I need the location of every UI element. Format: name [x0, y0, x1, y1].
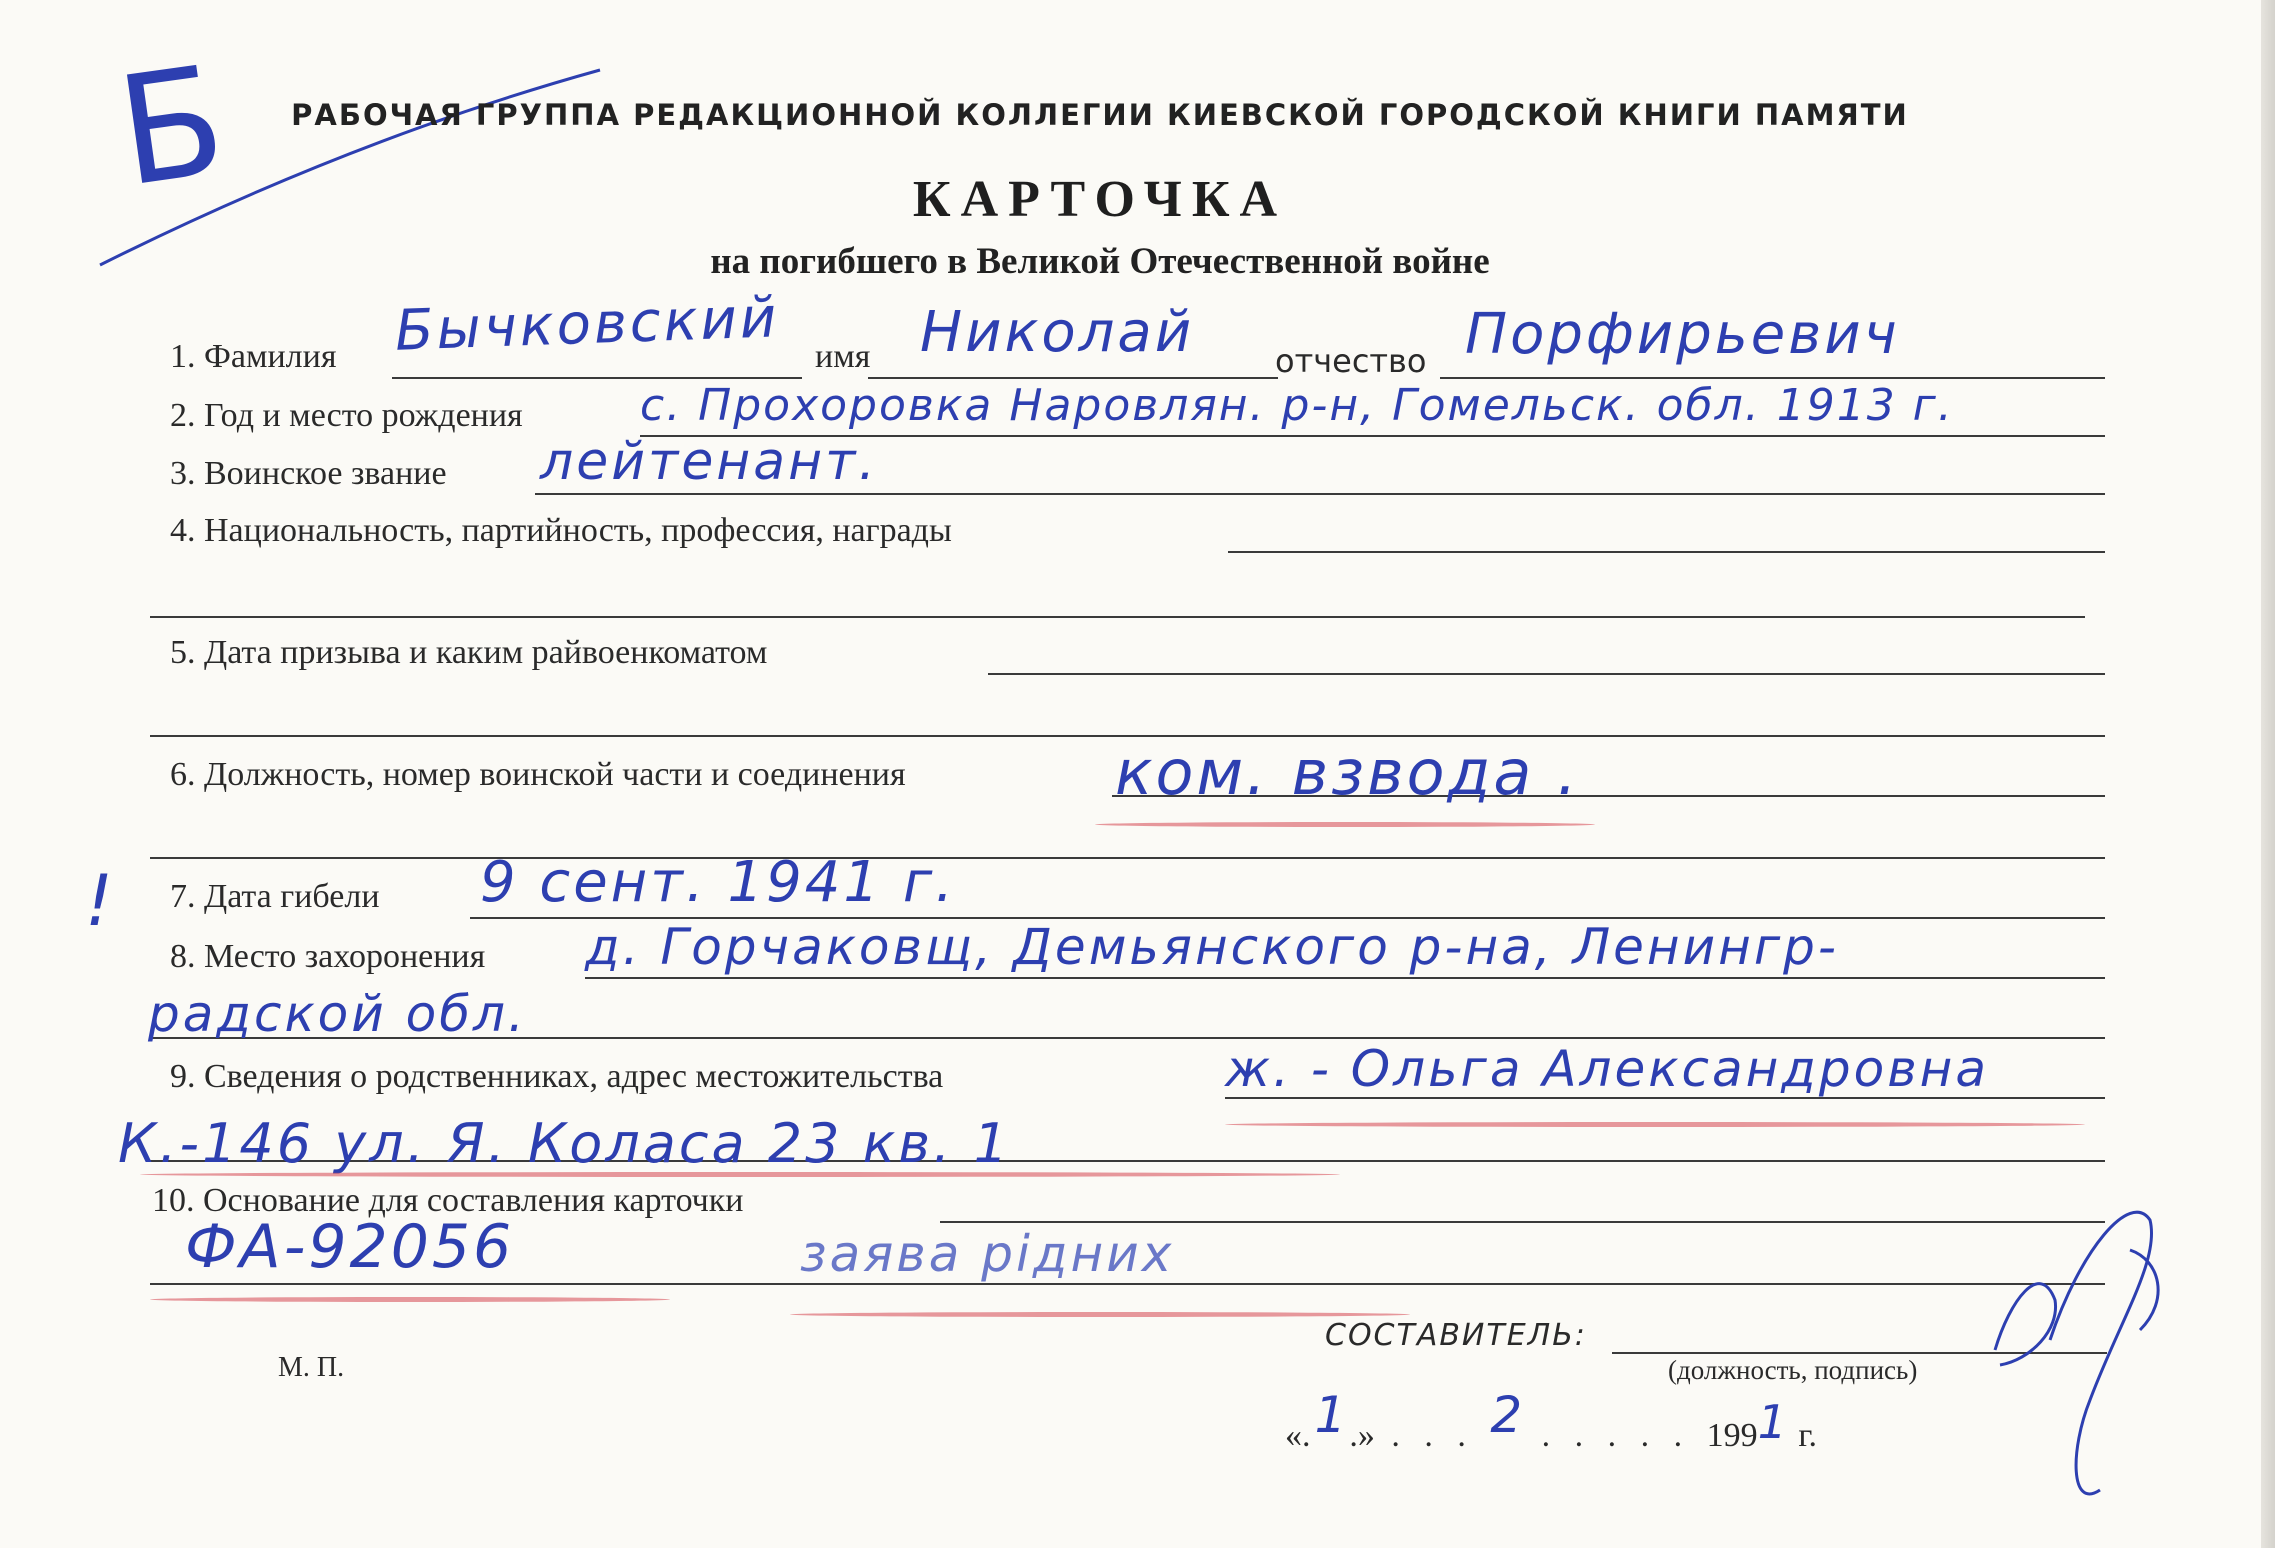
burial-value-2: радской обл.	[148, 985, 527, 1043]
card-title: КАРТОЧКА	[912, 171, 1288, 228]
relatives-underline	[1225, 1122, 2085, 1127]
birth-value: с. Прохоровка Наровлян. р-н, Гомельск. обл. 1913 г.	[640, 380, 1954, 431]
rank-value: лейтенант.	[540, 432, 878, 492]
burial-line	[585, 977, 2105, 979]
basis-underline	[150, 1297, 670, 1302]
surname-value: Бычковский	[393, 285, 781, 364]
burial-value-1: д. Горчаковщ, Демьянского р-на, Ленингр-	[585, 918, 1839, 976]
date-year-digit: 1	[1757, 1395, 1790, 1449]
date-open-quote: «	[1285, 1417, 1302, 1454]
relatives-label: 9. Сведения о родственниках, адрес местожительства	[170, 1058, 944, 1095]
compiler-label: СОСТАВИТЕЛЬ:	[1325, 1318, 1587, 1353]
position-label: 6. Должность, номер воинской части и соединения	[170, 756, 906, 793]
nationality-line	[1228, 551, 2105, 553]
birth-label: 2. Год и место рождения	[170, 397, 523, 434]
surname-line	[392, 377, 802, 379]
relatives-value-2: К.-146 ул. Я. Коласа 23 кв. 1	[118, 1112, 1011, 1175]
card-edge	[2261, 0, 2275, 1548]
margin-mark-excl: !	[85, 860, 117, 942]
date-close-quote: »	[1357, 1417, 1375, 1454]
patronymic-label: отчество	[1275, 342, 1427, 380]
conscription-line	[988, 673, 2105, 675]
relatives-value-1: ж. - Ольга Александровна	[1225, 1040, 1989, 1098]
date-suffix: г.	[1798, 1417, 1818, 1454]
position-line-2	[150, 857, 2105, 859]
nationality-line-2	[150, 616, 2085, 618]
compiler-line	[1612, 1352, 2107, 1354]
name-line	[868, 377, 1278, 379]
basis-note: заява рідних	[800, 1225, 1175, 1283]
patronymic-line	[1440, 377, 2105, 379]
date-year-prefix: 199	[1706, 1417, 1758, 1454]
position-value: ком. взвода .	[1115, 736, 1580, 809]
compiler-note: (должность, подпись)	[1668, 1355, 1918, 1385]
death-date-value: 9 сент. 1941 г.	[480, 850, 957, 915]
position-underline	[1095, 822, 1595, 827]
basis-value: ФА-92056	[185, 1212, 515, 1282]
date-day-value: 1	[1314, 1386, 1350, 1444]
name-value: Николай	[920, 300, 1195, 365]
organization-header: РАБОЧАЯ ГРУППА РЕДАКЦИОННОЙ КОЛЛЕГИИ КИЕВСКОЙ ГОРОДСКОЙ КНИГИ ПАМЯТИ	[291, 98, 1909, 132]
rank-line	[535, 493, 2105, 495]
name-label: имя	[815, 338, 871, 375]
rank-label: 3. Воинское звание	[170, 455, 447, 492]
basis-label: 10. Основание для составления карточки	[152, 1182, 744, 1219]
nationality-label: 4. Национальность, партийность, профессия, награды	[170, 512, 952, 549]
basis-line	[940, 1221, 2105, 1223]
conscription-label: 5. Дата призыва и каким райвоенкоматом	[170, 634, 768, 671]
surname-label: 1. Фамилия	[170, 338, 337, 375]
date-row: «.1.» . . . 2 . . . . . 1991 г.	[1285, 1386, 1818, 1454]
relatives-underline-2	[140, 1172, 1340, 1177]
basis-line-2	[150, 1283, 2105, 1285]
margin-mark-b: Б	[108, 33, 238, 221]
death-date-label: 7. Дата гибели	[170, 878, 380, 915]
card-subtitle: на погибшего в Великой Отечественной войне	[710, 241, 1490, 282]
date-month-value: 2	[1490, 1386, 1526, 1444]
burial-label: 8. Место захоронения	[170, 938, 486, 975]
basis-note-underline	[790, 1312, 1410, 1317]
seal-place: М. П.	[278, 1352, 345, 1383]
patronymic-value: Порфирьевич	[1465, 302, 1900, 367]
